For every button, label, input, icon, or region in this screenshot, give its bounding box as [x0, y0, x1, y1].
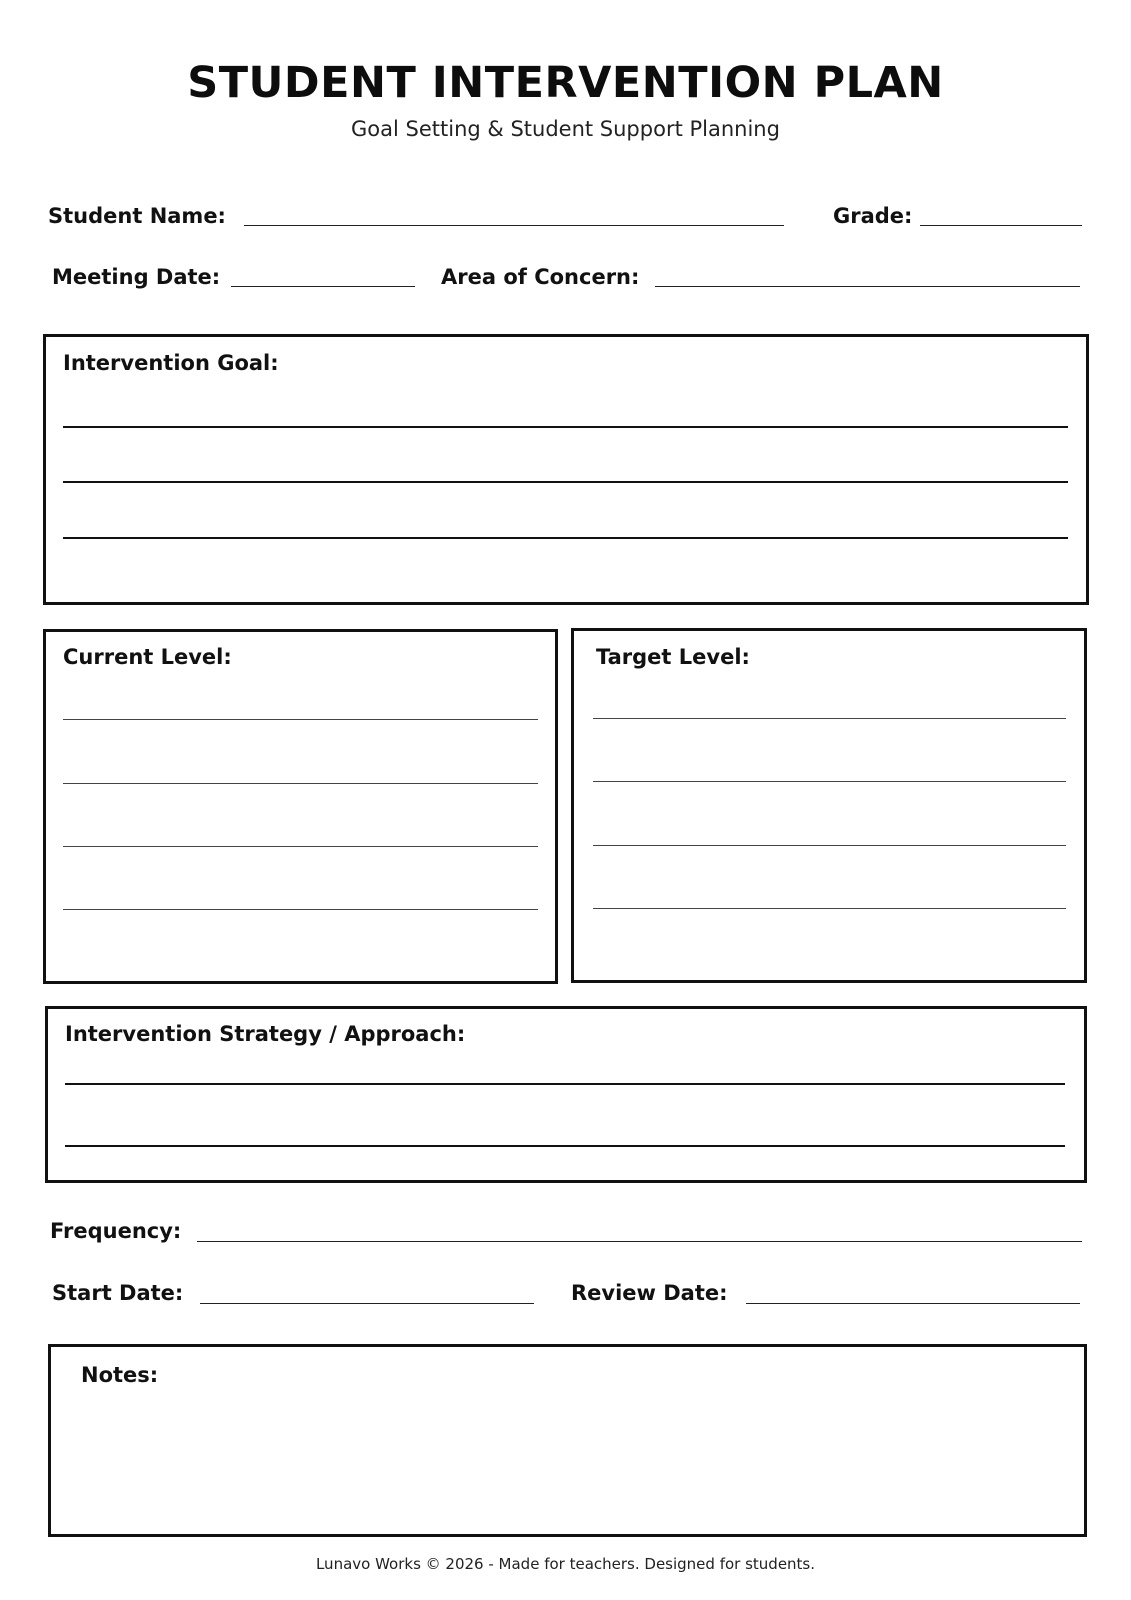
intervention-goal-line-1[interactable]: [63, 426, 1068, 428]
target-level-line-1[interactable]: [593, 718, 1066, 719]
strategy-line-2[interactable]: [65, 1145, 1065, 1147]
review-date-label: Review Date:: [571, 1281, 728, 1305]
meeting-date-label: Meeting Date:: [52, 265, 221, 289]
target-level-line-3[interactable]: [593, 845, 1066, 846]
current-level-label: Current Level:: [63, 645, 232, 669]
grade-label: Grade:: [833, 204, 913, 228]
page-title: STUDENT INTERVENTION PLAN: [187, 58, 944, 108]
start-date-line[interactable]: [200, 1303, 534, 1304]
current-level-line-1[interactable]: [63, 719, 538, 720]
page-subtitle: Goal Setting & Student Support Planning: [351, 117, 780, 141]
student-name-label: Student Name:: [48, 204, 226, 228]
notes-label: Notes:: [81, 1363, 159, 1387]
target-level-line-2[interactable]: [593, 781, 1066, 782]
review-date-line[interactable]: [746, 1303, 1080, 1304]
footer-credit: Lunavo Works © 2026 - Made for teachers. Designed for students.: [315, 1555, 816, 1573]
area-of-concern-line[interactable]: [655, 286, 1080, 287]
current-level-line-3[interactable]: [63, 846, 538, 847]
strategy-label: Intervention Strategy / Approach:: [65, 1022, 466, 1046]
area-of-concern-label: Area of Concern:: [441, 265, 640, 289]
current-level-line-2[interactable]: [63, 783, 538, 784]
intervention-goal-label: Intervention Goal:: [63, 351, 279, 375]
notes-box[interactable]: [48, 1344, 1087, 1537]
intervention-goal-line-3[interactable]: [63, 537, 1068, 539]
student-name-line[interactable]: [244, 225, 784, 226]
target-level-line-4[interactable]: [593, 908, 1066, 909]
start-date-label: Start Date:: [52, 1281, 184, 1305]
frequency-line[interactable]: [197, 1241, 1082, 1242]
target-level-label: Target Level:: [596, 645, 750, 669]
frequency-label: Frequency:: [50, 1219, 182, 1243]
target-level-box: [571, 628, 1087, 983]
current-level-box: [43, 629, 558, 984]
intervention-goal-line-2[interactable]: [63, 481, 1068, 483]
grade-line[interactable]: [920, 225, 1082, 226]
strategy-line-1[interactable]: [65, 1083, 1065, 1085]
meeting-date-line[interactable]: [231, 286, 415, 287]
current-level-line-4[interactable]: [63, 909, 538, 910]
